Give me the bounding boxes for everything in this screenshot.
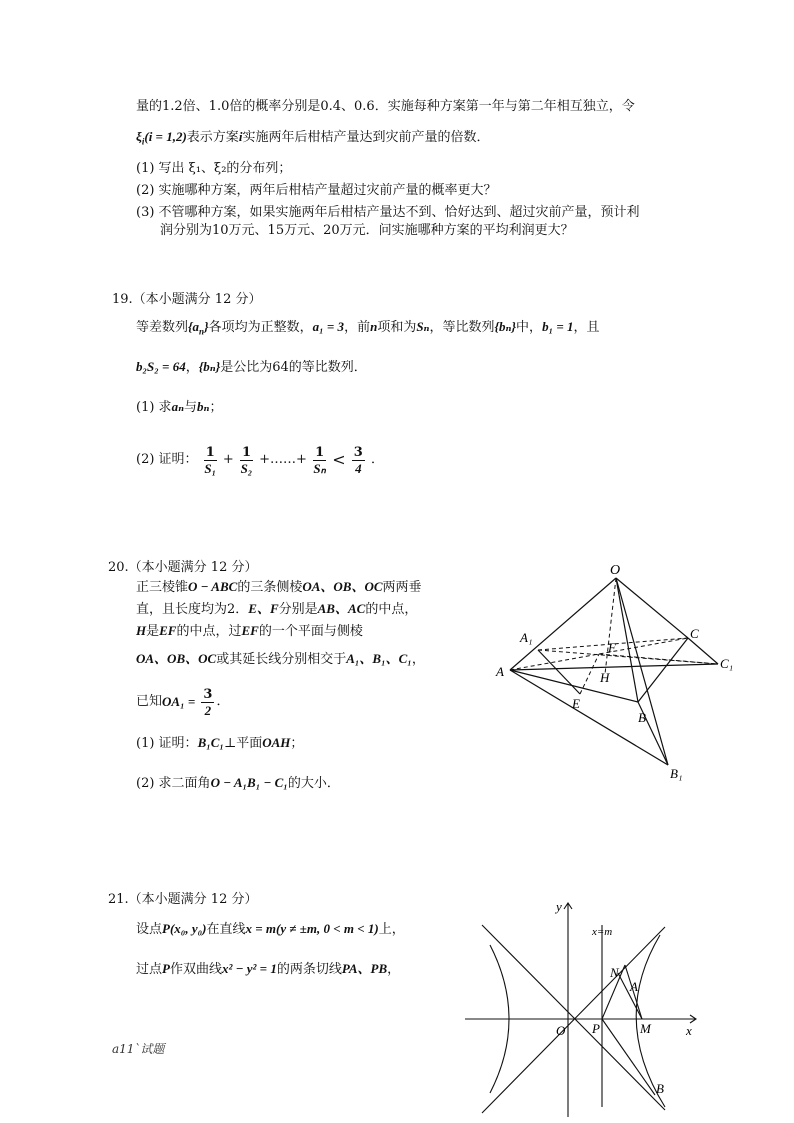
q20-part1: (1) 证明：B₁C₁⊥平面OAH； bbox=[136, 735, 304, 751]
label-M: M bbox=[640, 1021, 651, 1036]
q20-part2: (2) 求二面角O − A₁B₁ − C₁的大小． bbox=[136, 775, 340, 791]
q18-part3a: (3) 不管哪种方案，如果实施两年后柑桔产量达不到、恰好达到、超过灾前产量，预计利 bbox=[136, 205, 640, 220]
q18-part1: (1) 写出 ξ₁、ξ₂的分布列； bbox=[136, 161, 292, 176]
q20-line3: H是EF的中点，过EF的一个平面与侧棱 bbox=[136, 623, 363, 639]
label-B: B bbox=[638, 710, 646, 725]
q20-line2: 直，且长度均为2．E、F分别是AB、AC的中点， bbox=[136, 601, 418, 617]
q20-line5: 已知OA₁ = $\frac{3}{2}$ ． bbox=[136, 686, 230, 718]
fraction-1-sn: $\frac{1}{\text{Sₙ}}$ bbox=[313, 444, 326, 476]
q21-header: 21.（本小题满分 12 分） bbox=[108, 892, 258, 907]
pyramid-figure bbox=[490, 560, 750, 790]
label-A1: A₁ bbox=[520, 630, 533, 645]
q20-line1: 正三棱锥O − ABC的三条侧棱OA、OB、OC两两垂 bbox=[136, 579, 422, 595]
label-P: P bbox=[592, 1021, 600, 1036]
label-origin: O bbox=[556, 1023, 566, 1038]
q19-part1: (1) 求aₙ与bₙ； bbox=[136, 399, 223, 415]
label-A: A bbox=[496, 664, 504, 679]
q19-line1: 等差数列$\{a_n\}$各项均为正整数，a₁ = 3，前n项和为Sₙ，等比数列{bₙ}中，b₁ = 1，且 bbox=[136, 319, 600, 337]
q20-header: 20.（本小题满分 12 分） bbox=[108, 560, 258, 575]
xi-symbol: ξ bbox=[136, 129, 142, 144]
label-E: E bbox=[572, 696, 580, 711]
xi-subscript: i bbox=[141, 136, 145, 147]
q18-part3b: 润分别为10万元、15万元、20万元．问实施哪种方案的平均利润更大？ bbox=[160, 223, 574, 238]
q18-text: 表示方案 bbox=[186, 130, 239, 145]
q20-line4: OA、OB、OC或其延长线分别相交于A₁、B₁、C₁， bbox=[136, 651, 425, 667]
label-A-point: A bbox=[630, 979, 638, 994]
q18-part2: (2) 实施哪种方案，两年后柑桔产量超过灾前产量的概率更大？ bbox=[136, 183, 497, 198]
fraction-3-2: $\frac{3}{2}$ bbox=[203, 686, 213, 718]
hyperbola-figure bbox=[460, 895, 710, 1120]
label-x-eq-m: x=m bbox=[592, 926, 613, 938]
fraction-1-s1: $\frac{1}{\text{S₁}}$ bbox=[204, 444, 217, 476]
label-H: H bbox=[600, 670, 610, 685]
label-y: y bbox=[556, 899, 562, 914]
q19-part2: (2) 证明： $\frac{1}{\text{S₁}}$ + $\frac{1}{\text{S₂}}$ +……+ $\frac{1}{\text{Sₙ}}$ < $\frac{3}{4}$ ． bbox=[136, 444, 384, 476]
i-range: (i = 1,2) bbox=[144, 129, 187, 144]
label-N: N bbox=[610, 965, 619, 980]
q21-line2: 过点P作双曲线x² − y² = 1的两条切线PA、PB， bbox=[136, 961, 401, 977]
q18-var-i: i bbox=[238, 129, 243, 144]
label-B1: B₁ bbox=[670, 766, 683, 781]
label-B-point: B bbox=[656, 1081, 664, 1096]
q18-line2 bbox=[136, 128, 489, 151]
fraction-3-4: $\frac{3}{4}$ bbox=[353, 444, 363, 476]
footer-note: a11`试题 bbox=[112, 1042, 165, 1056]
q19-header: 19.（本小题满分 12 分） bbox=[112, 292, 262, 307]
label-O: O bbox=[610, 563, 621, 578]
fraction-1-s2: $\frac{1}{\text{S₂}}$ bbox=[240, 444, 253, 476]
label-F: F bbox=[608, 640, 616, 655]
label-C1: C₁ bbox=[720, 656, 734, 671]
q18-line1: 量的1.2倍、1.0倍的概率分别是0.4、0.6．实施每种方案第一年与第二年相互独立，令 bbox=[136, 99, 635, 114]
label-C: C bbox=[690, 626, 699, 641]
q21-line1: 设点P(x₀, y₀)在直线x = m(y ≠ ±m, 0 < m < 1)上， bbox=[136, 921, 405, 937]
label-x: x bbox=[686, 1023, 692, 1038]
q18-tail: 实施两年后柑桔产量达到灾前产量的倍数． bbox=[242, 130, 490, 145]
q19-line2: b₂S₂ = 64，{bₙ}是公比为64的等比数列． bbox=[136, 359, 367, 375]
